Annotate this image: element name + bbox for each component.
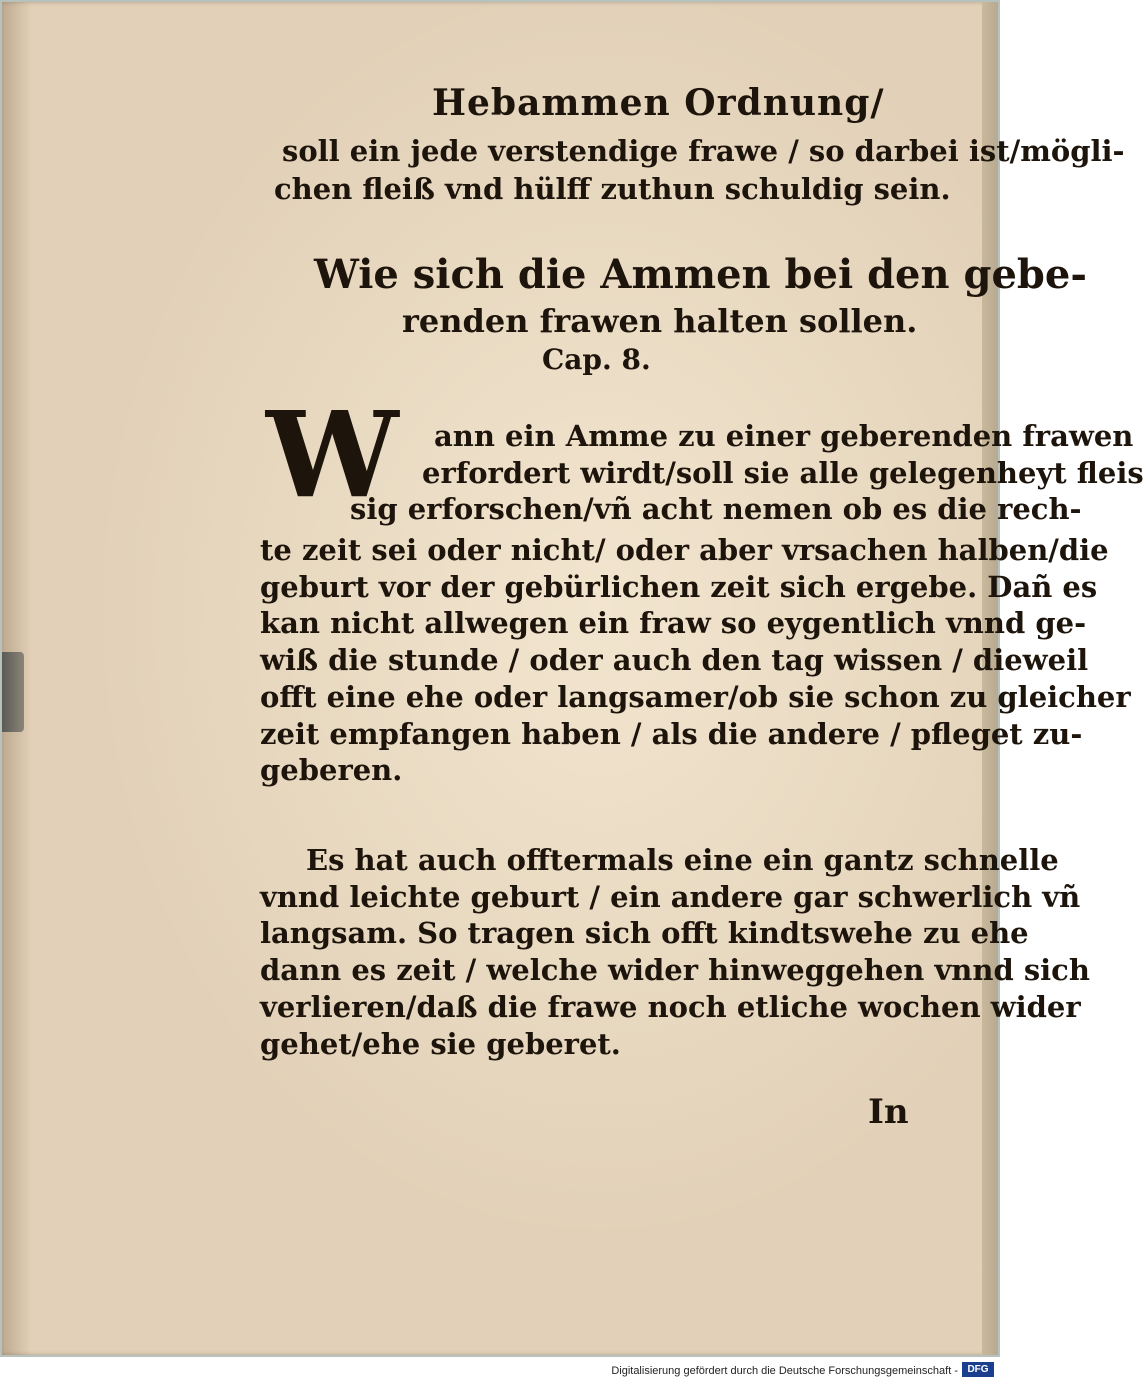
text-line: vnnd leichte geburt / ein andere gar schwerlich vñ <box>260 879 1081 914</box>
text-line: dann es zeit / welche wider hinweggehen vnnd sich <box>260 953 1090 988</box>
footer-bar <box>0 1357 1000 1383</box>
text-line: erfordert wirdt/soll sie alle gelegenheyt fleis <box>422 455 1144 490</box>
paragraph-2 <box>260 532 1131 789</box>
chapter-number: Cap. 8. <box>542 343 651 376</box>
paragraph-1 <box>274 132 1125 208</box>
text-line: zeit empfangen haben / als die andere / pfleget zu- <box>260 716 1083 751</box>
text-line: chen fleiß vnd hülff zuthun schuldig sein. <box>274 172 951 206</box>
running-head: Hebammen Ordnung/ <box>432 82 885 124</box>
text-line: ann ein Amme zu einer geberenden frawen <box>434 419 1134 453</box>
text-line: sig erforschen/vñ acht nemen ob es die rech- <box>350 492 1082 527</box>
text-line: offt eine ehe oder langsamer/ob sie schon zu gleicher <box>260 679 1131 714</box>
text-line: gehet/ehe sie geberet. <box>260 1026 621 1061</box>
paragraph-3 <box>260 842 1090 1062</box>
dfg-logo: DFG <box>962 1362 994 1377</box>
text-line: Es hat auch offtermals eine ein gantz schnelle <box>306 843 1059 877</box>
drop-cap-initial: W <box>266 385 399 524</box>
text-line: langsam. So tragen sich offt kindtswehe zu ehe <box>260 916 1029 951</box>
text-line: te zeit sei oder nicht/ oder aber vrsachen halben/die <box>260 533 1109 567</box>
text-line: soll ein jede verstendige frawe / so darbei ist/mögli- <box>282 134 1125 168</box>
funding-credit: Digitalisierung gefördert durch die Deutsche Forschungsgemeinschaft - <box>611 1365 958 1377</box>
book-page <box>2 2 1144 1355</box>
chapter-heading <box>314 252 1087 344</box>
text-line: verlieren/daß die frawe noch etliche wochen wider <box>260 989 1081 1024</box>
text-line: wiß die stunde / oder auch den tag wissen / dieweil <box>260 643 1089 678</box>
text-line: geberen. <box>260 753 403 788</box>
catchword: In <box>868 1092 909 1132</box>
binding-tab <box>2 652 24 732</box>
chapter-heading-line-1: Wie sich die Ammen bei den gebe- <box>314 251 1087 298</box>
paragraph-2-indented <box>350 418 1144 528</box>
text-line: geburt vor der gebürlichen zeit sich ergebe. Dañ es <box>260 569 1098 604</box>
chapter-heading-line-2: renden frawen halten sollen. <box>402 302 918 340</box>
text-line: kan nicht allwegen ein fraw so eygentlich vnnd ge- <box>260 606 1087 641</box>
